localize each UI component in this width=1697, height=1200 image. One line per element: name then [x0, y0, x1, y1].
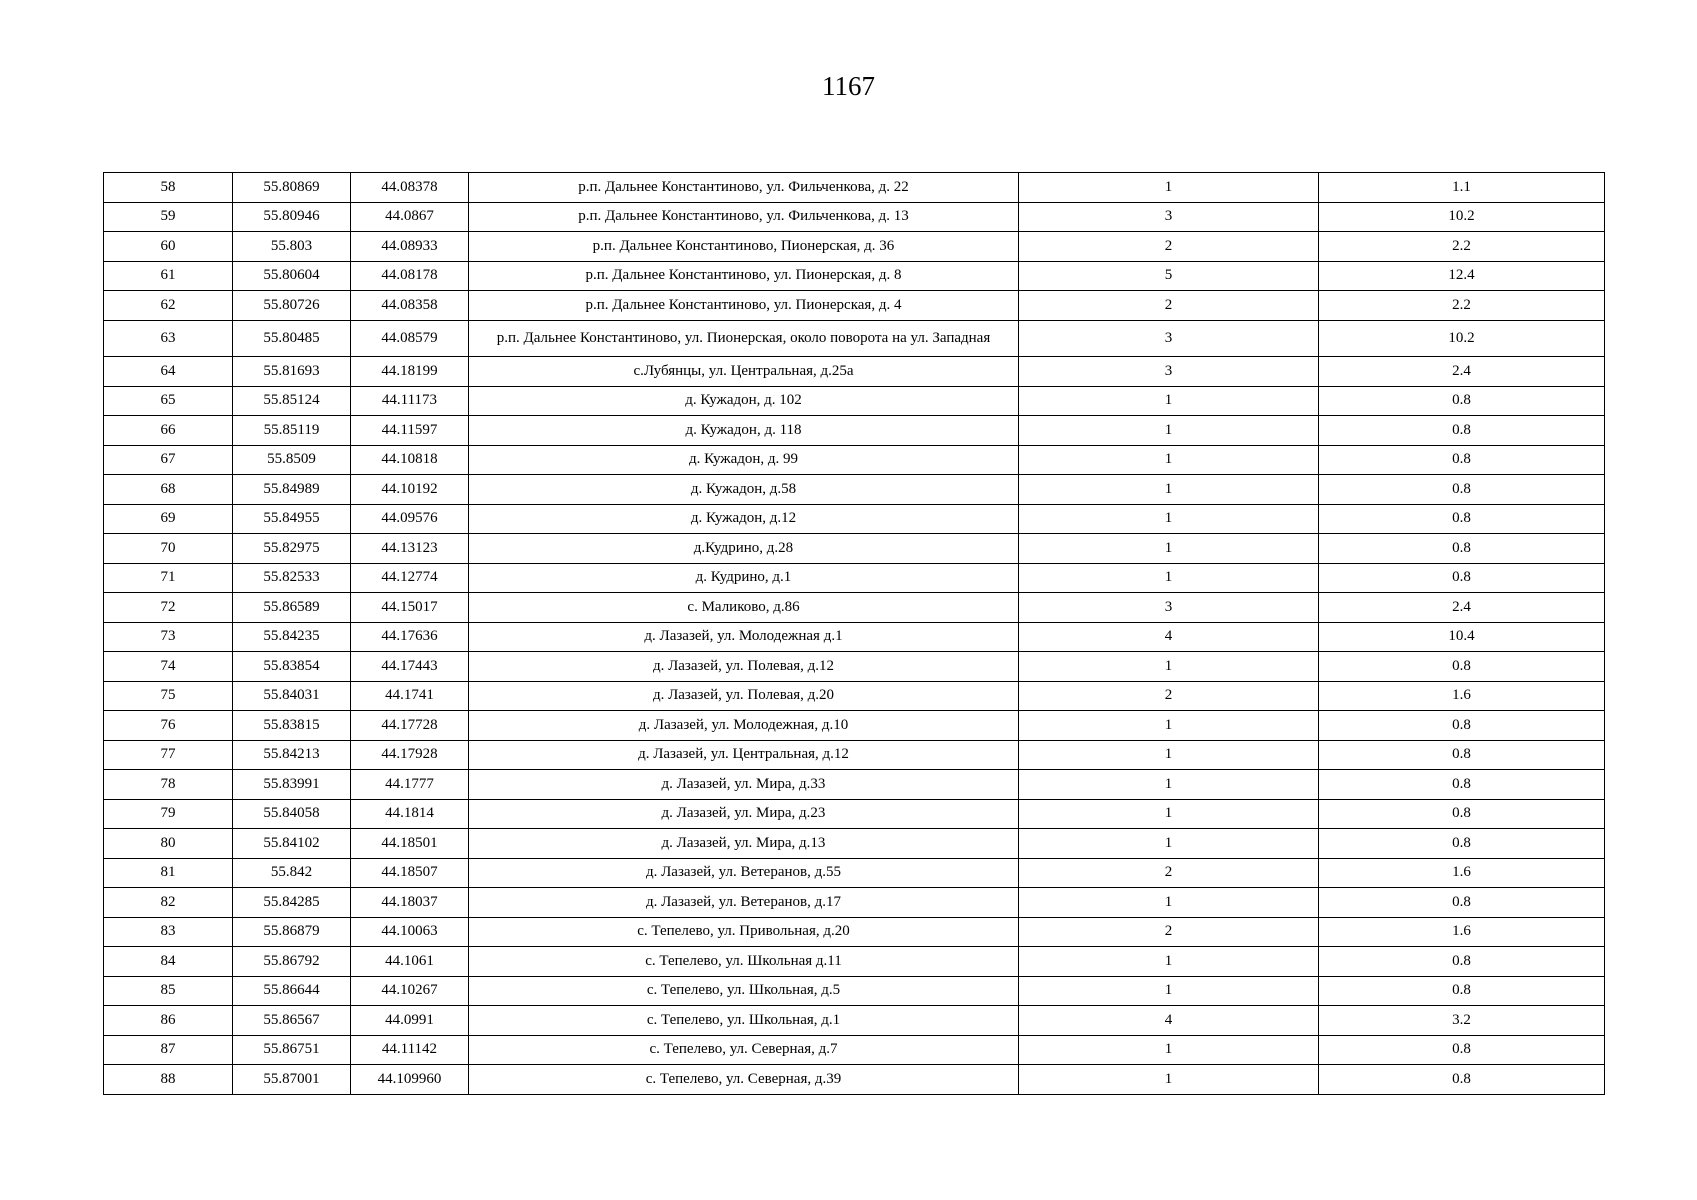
longitude-cell: 44.0991 — [351, 1006, 469, 1036]
count-cell: 4 — [1019, 622, 1319, 652]
volume-cell: 1.6 — [1319, 917, 1605, 947]
latitude-cell: 55.85124 — [233, 386, 351, 416]
longitude-cell: 44.08378 — [351, 173, 469, 203]
row-number-cell: 75 — [104, 681, 233, 711]
longitude-cell: 44.10267 — [351, 976, 469, 1006]
volume-cell: 0.8 — [1319, 504, 1605, 534]
row-number-cell: 77 — [104, 740, 233, 770]
address-cell: д. Кужадон, д.12 — [469, 504, 1019, 534]
table-row — [104, 622, 1605, 652]
row-number-cell: 74 — [104, 652, 233, 682]
longitude-cell: 44.15017 — [351, 593, 469, 623]
table-row — [104, 681, 1605, 711]
count-cell: 1 — [1019, 652, 1319, 682]
longitude-cell: 44.17728 — [351, 711, 469, 741]
longitude-cell: 44.18501 — [351, 829, 469, 859]
address-cell: с. Маликово, д.86 — [469, 593, 1019, 623]
row-number-cell: 61 — [104, 261, 233, 291]
latitude-cell: 55.82533 — [233, 563, 351, 593]
address-cell: д. Лазазей, ул. Ветеранов, д.17 — [469, 888, 1019, 918]
longitude-cell: 44.11597 — [351, 416, 469, 446]
volume-cell: 12.4 — [1319, 261, 1605, 291]
count-cell: 1 — [1019, 504, 1319, 534]
latitude-cell: 55.87001 — [233, 1065, 351, 1095]
table-row — [104, 888, 1605, 918]
row-number-cell: 87 — [104, 1035, 233, 1065]
longitude-cell: 44.10818 — [351, 445, 469, 475]
table-row — [104, 534, 1605, 564]
address-cell: с.Лубянцы, ул. Центральная, д.25а — [469, 357, 1019, 387]
data-table — [103, 172, 1605, 1095]
row-number-cell: 68 — [104, 475, 233, 505]
count-cell: 1 — [1019, 1065, 1319, 1095]
address-cell: с. Тепелево, ул. Северная, д.7 — [469, 1035, 1019, 1065]
count-cell: 3 — [1019, 202, 1319, 232]
table-row — [104, 1065, 1605, 1095]
latitude-cell: 55.86792 — [233, 947, 351, 977]
address-cell: д. Лазазей, ул. Мира, д.13 — [469, 829, 1019, 859]
latitude-cell: 55.82975 — [233, 534, 351, 564]
count-cell: 1 — [1019, 416, 1319, 446]
row-number-cell: 72 — [104, 593, 233, 623]
table-row — [104, 173, 1605, 203]
row-number-cell: 73 — [104, 622, 233, 652]
latitude-cell: 55.842 — [233, 858, 351, 888]
longitude-cell: 44.17636 — [351, 622, 469, 652]
table-row — [104, 770, 1605, 800]
table-row — [104, 1035, 1605, 1065]
address-cell: д. Лазазей, ул. Полевая, д.20 — [469, 681, 1019, 711]
table-row — [104, 416, 1605, 446]
longitude-cell: 44.13123 — [351, 534, 469, 564]
latitude-cell: 55.84989 — [233, 475, 351, 505]
address-cell: д. Кужадон, д. 118 — [469, 416, 1019, 446]
volume-cell: 10.4 — [1319, 622, 1605, 652]
table-row — [104, 232, 1605, 262]
row-number-cell: 76 — [104, 711, 233, 741]
table-row — [104, 291, 1605, 321]
address-cell: д. Лазазей, ул. Ветеранов, д.55 — [469, 858, 1019, 888]
table-row — [104, 740, 1605, 770]
table-row — [104, 563, 1605, 593]
latitude-cell: 55.84102 — [233, 829, 351, 859]
volume-cell: 0.8 — [1319, 799, 1605, 829]
volume-cell: 1.6 — [1319, 681, 1605, 711]
count-cell: 1 — [1019, 475, 1319, 505]
longitude-cell: 44.18037 — [351, 888, 469, 918]
latitude-cell: 55.80604 — [233, 261, 351, 291]
volume-cell: 0.8 — [1319, 888, 1605, 918]
longitude-cell: 44.09576 — [351, 504, 469, 534]
volume-cell: 0.8 — [1319, 947, 1605, 977]
address-cell: д. Кудрино, д.1 — [469, 563, 1019, 593]
latitude-cell: 55.80946 — [233, 202, 351, 232]
volume-cell: 0.8 — [1319, 711, 1605, 741]
table-row — [104, 711, 1605, 741]
volume-cell: 2.4 — [1319, 357, 1605, 387]
address-cell: р.п. Дальнее Константиново, Пионерская, д. 36 — [469, 232, 1019, 262]
volume-cell: 2.4 — [1319, 593, 1605, 623]
table-row — [104, 799, 1605, 829]
count-cell: 2 — [1019, 917, 1319, 947]
latitude-cell: 55.86567 — [233, 1006, 351, 1036]
longitude-cell: 44.08358 — [351, 291, 469, 321]
volume-cell: 1.1 — [1319, 173, 1605, 203]
volume-cell: 3.2 — [1319, 1006, 1605, 1036]
count-cell: 1 — [1019, 173, 1319, 203]
count-cell: 1 — [1019, 445, 1319, 475]
longitude-cell: 44.18199 — [351, 357, 469, 387]
longitude-cell: 44.11142 — [351, 1035, 469, 1065]
row-number-cell: 88 — [104, 1065, 233, 1095]
count-cell: 5 — [1019, 261, 1319, 291]
table-row — [104, 504, 1605, 534]
latitude-cell: 55.86644 — [233, 976, 351, 1006]
table-row — [104, 829, 1605, 859]
row-number-cell: 60 — [104, 232, 233, 262]
latitude-cell: 55.81693 — [233, 357, 351, 387]
count-cell: 2 — [1019, 291, 1319, 321]
longitude-cell: 44.17443 — [351, 652, 469, 682]
address-cell: д. Кужадон, д. 102 — [469, 386, 1019, 416]
table-body — [104, 173, 1605, 1095]
longitude-cell: 44.109960 — [351, 1065, 469, 1095]
table-row — [104, 386, 1605, 416]
count-cell: 1 — [1019, 976, 1319, 1006]
address-cell: д. Лазазей, ул. Мира, д.33 — [469, 770, 1019, 800]
volume-cell: 0.8 — [1319, 770, 1605, 800]
volume-cell: 0.8 — [1319, 1065, 1605, 1095]
row-number-cell: 58 — [104, 173, 233, 203]
row-number-cell: 69 — [104, 504, 233, 534]
volume-cell: 0.8 — [1319, 1035, 1605, 1065]
address-cell: д.Кудрино, д.28 — [469, 534, 1019, 564]
longitude-cell: 44.17928 — [351, 740, 469, 770]
latitude-cell: 55.83815 — [233, 711, 351, 741]
table-row — [104, 475, 1605, 505]
longitude-cell: 44.1741 — [351, 681, 469, 711]
address-cell: д. Лазазей, ул. Мира, д.23 — [469, 799, 1019, 829]
latitude-cell: 55.83991 — [233, 770, 351, 800]
volume-cell: 0.8 — [1319, 829, 1605, 859]
latitude-cell: 55.803 — [233, 232, 351, 262]
address-cell: р.п. Дальнее Константиново, ул. Фильченкова, д. 13 — [469, 202, 1019, 232]
address-cell: д. Лазазей, ул. Молодежная д.1 — [469, 622, 1019, 652]
latitude-cell: 55.86879 — [233, 917, 351, 947]
address-cell: д. Кужадон, д.58 — [469, 475, 1019, 505]
latitude-cell: 55.83854 — [233, 652, 351, 682]
row-number-cell: 79 — [104, 799, 233, 829]
table-row — [104, 917, 1605, 947]
count-cell: 2 — [1019, 681, 1319, 711]
longitude-cell: 44.1814 — [351, 799, 469, 829]
longitude-cell: 44.1061 — [351, 947, 469, 977]
table-row — [104, 976, 1605, 1006]
latitude-cell: 55.8509 — [233, 445, 351, 475]
row-number-cell: 83 — [104, 917, 233, 947]
longitude-cell: 44.10192 — [351, 475, 469, 505]
count-cell: 4 — [1019, 1006, 1319, 1036]
page-number: 1167 — [822, 71, 875, 101]
count-cell: 1 — [1019, 947, 1319, 977]
latitude-cell: 55.84955 — [233, 504, 351, 534]
address-cell: с. Тепелево, ул. Северная, д.39 — [469, 1065, 1019, 1095]
latitude-cell: 55.85119 — [233, 416, 351, 446]
table-row — [104, 1006, 1605, 1036]
latitude-cell: 55.80869 — [233, 173, 351, 203]
count-cell: 1 — [1019, 386, 1319, 416]
row-number-cell: 85 — [104, 976, 233, 1006]
table-row — [104, 445, 1605, 475]
count-cell: 1 — [1019, 740, 1319, 770]
longitude-cell: 44.11173 — [351, 386, 469, 416]
address-cell: с. Тепелево, ул. Школьная д.11 — [469, 947, 1019, 977]
table-row — [104, 858, 1605, 888]
address-cell: д. Кужадон, д. 99 — [469, 445, 1019, 475]
latitude-cell: 55.84058 — [233, 799, 351, 829]
latitude-cell: 55.84213 — [233, 740, 351, 770]
address-cell: р.п. Дальнее Константиново, ул. Пионерская, около поворота на ул. Западная — [469, 320, 1019, 357]
row-number-cell: 62 — [104, 291, 233, 321]
latitude-cell: 55.84031 — [233, 681, 351, 711]
address-cell: д. Лазазей, ул. Центральная, д.12 — [469, 740, 1019, 770]
volume-cell: 0.8 — [1319, 445, 1605, 475]
latitude-cell: 55.80485 — [233, 320, 351, 357]
count-cell: 1 — [1019, 711, 1319, 741]
count-cell: 1 — [1019, 888, 1319, 918]
table-row — [104, 947, 1605, 977]
count-cell: 1 — [1019, 829, 1319, 859]
table-row — [104, 261, 1605, 291]
volume-cell: 2.2 — [1319, 291, 1605, 321]
longitude-cell: 44.12774 — [351, 563, 469, 593]
count-cell: 2 — [1019, 232, 1319, 262]
volume-cell: 1.6 — [1319, 858, 1605, 888]
address-cell: с. Тепелево, ул. Школьная, д.5 — [469, 976, 1019, 1006]
row-number-cell: 70 — [104, 534, 233, 564]
volume-cell: 10.2 — [1319, 202, 1605, 232]
volume-cell: 0.8 — [1319, 563, 1605, 593]
longitude-cell: 44.1777 — [351, 770, 469, 800]
table-row — [104, 202, 1605, 232]
count-cell: 3 — [1019, 320, 1319, 357]
row-number-cell: 67 — [104, 445, 233, 475]
count-cell: 1 — [1019, 534, 1319, 564]
address-cell: с. Тепелево, ул. Школьная, д.1 — [469, 1006, 1019, 1036]
address-cell: с. Тепелево, ул. Привольная, д.20 — [469, 917, 1019, 947]
volume-cell: 2.2 — [1319, 232, 1605, 262]
longitude-cell: 44.10063 — [351, 917, 469, 947]
row-number-cell: 66 — [104, 416, 233, 446]
latitude-cell: 55.86751 — [233, 1035, 351, 1065]
count-cell: 1 — [1019, 770, 1319, 800]
volume-cell: 0.8 — [1319, 475, 1605, 505]
table-row — [104, 357, 1605, 387]
row-number-cell: 71 — [104, 563, 233, 593]
row-number-cell: 81 — [104, 858, 233, 888]
volume-cell: 0.8 — [1319, 534, 1605, 564]
volume-cell: 0.8 — [1319, 976, 1605, 1006]
row-number-cell: 80 — [104, 829, 233, 859]
row-number-cell: 84 — [104, 947, 233, 977]
table-row — [104, 320, 1605, 357]
latitude-cell: 55.84285 — [233, 888, 351, 918]
longitude-cell: 44.08933 — [351, 232, 469, 262]
volume-cell: 0.8 — [1319, 740, 1605, 770]
longitude-cell: 44.08579 — [351, 320, 469, 357]
count-cell: 2 — [1019, 858, 1319, 888]
row-number-cell: 65 — [104, 386, 233, 416]
row-number-cell: 59 — [104, 202, 233, 232]
address-cell: р.п. Дальнее Константиново, ул. Пионерская, д. 8 — [469, 261, 1019, 291]
longitude-cell: 44.0867 — [351, 202, 469, 232]
row-number-cell: 63 — [104, 320, 233, 357]
count-cell: 3 — [1019, 357, 1319, 387]
volume-cell: 0.8 — [1319, 386, 1605, 416]
count-cell: 1 — [1019, 563, 1319, 593]
latitude-cell: 55.84235 — [233, 622, 351, 652]
longitude-cell: 44.08178 — [351, 261, 469, 291]
table-row — [104, 593, 1605, 623]
address-cell: д. Лазазей, ул. Полевая, д.12 — [469, 652, 1019, 682]
volume-cell: 0.8 — [1319, 652, 1605, 682]
count-cell: 1 — [1019, 799, 1319, 829]
table-row — [104, 652, 1605, 682]
volume-cell: 0.8 — [1319, 416, 1605, 446]
volume-cell: 10.2 — [1319, 320, 1605, 357]
address-cell: д. Лазазей, ул. Молодежная, д.10 — [469, 711, 1019, 741]
longitude-cell: 44.18507 — [351, 858, 469, 888]
row-number-cell: 86 — [104, 1006, 233, 1036]
address-cell: р.п. Дальнее Константиново, ул. Фильченкова, д. 22 — [469, 173, 1019, 203]
count-cell: 1 — [1019, 1035, 1319, 1065]
count-cell: 3 — [1019, 593, 1319, 623]
latitude-cell: 55.80726 — [233, 291, 351, 321]
address-cell: р.п. Дальнее Константиново, ул. Пионерская, д. 4 — [469, 291, 1019, 321]
latitude-cell: 55.86589 — [233, 593, 351, 623]
row-number-cell: 64 — [104, 357, 233, 387]
row-number-cell: 78 — [104, 770, 233, 800]
row-number-cell: 82 — [104, 888, 233, 918]
